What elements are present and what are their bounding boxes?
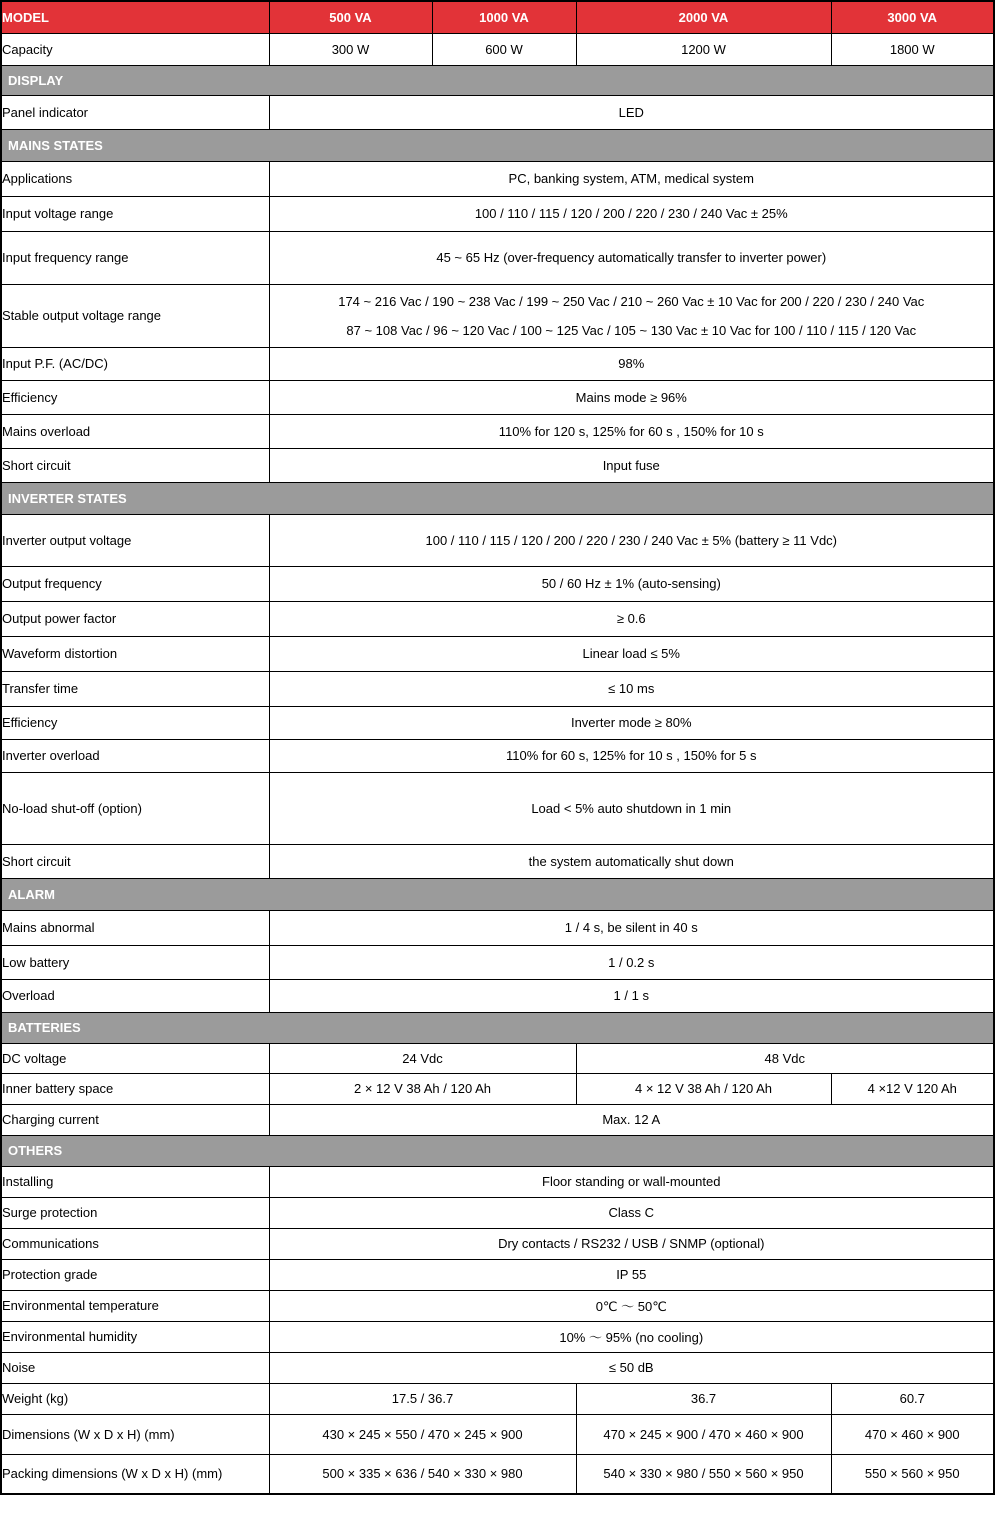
spec-value: ≤ 10 ms [269, 671, 995, 706]
spec-value: 100 / 110 / 115 / 120 / 200 / 220 / 230 / 240 Vac ± 5% (battery ≥ 11 Vdc) [269, 514, 995, 566]
spec-value: 0℃ ～ 50℃ [269, 1290, 995, 1321]
row-label: Short circuit [1, 448, 269, 482]
table-row [1, 739, 995, 772]
spec-value: Load < 5% auto shutdown in 1 min [269, 772, 995, 844]
table-row [1, 1228, 995, 1259]
spec-value: 110% for 60 s, 125% for 10 s , 150% for 5 s [269, 739, 995, 772]
row-label: Short circuit [1, 844, 269, 878]
row-label: Inner battery space [1, 1073, 269, 1104]
table-row [1, 514, 995, 566]
section-header: MAINS STATES [1, 129, 995, 161]
spec-value: 1 / 4 s, be silent in 40 s [269, 910, 995, 945]
row-label: Input voltage range [1, 196, 269, 231]
table-row [1, 1383, 995, 1414]
spec-value: Dry contacts / RS232 / USB / SNMP (optional) [269, 1228, 995, 1259]
model-column-title: MODEL [1, 1, 269, 33]
row-label: Efficiency [1, 706, 269, 739]
spec-value: 550 × 560 × 950 [831, 1454, 995, 1494]
table-row [1, 231, 995, 284]
table-row [1, 671, 995, 706]
table-row [1, 284, 995, 347]
spec-value: 50 / 60 Hz ± 1% (auto-sensing) [269, 566, 995, 601]
spec-value: 540 × 330 × 980 / 550 × 560 × 950 [576, 1454, 831, 1494]
table-row [1, 161, 995, 196]
spec-value: IP 55 [269, 1259, 995, 1290]
row-label: Applications [1, 161, 269, 196]
row-label: Capacity [1, 33, 269, 65]
row-label: Charging current [1, 1104, 269, 1135]
table-row [1, 196, 995, 231]
row-label: Transfer time [1, 671, 269, 706]
table-row [1, 1197, 995, 1228]
spec-value: 1800 W [831, 33, 995, 65]
row-label: Input P.F. (AC/DC) [1, 347, 269, 380]
table-row [1, 844, 995, 878]
row-label: Installing [1, 1166, 269, 1197]
row-label: No-load shut-off (option) [1, 772, 269, 844]
row-label: Mains overload [1, 414, 269, 448]
row-label: Packing dimensions (W x D x H) (mm) [1, 1454, 269, 1494]
spec-value: PC, banking system, ATM, medical system [269, 161, 995, 196]
table-row [1, 380, 995, 414]
table-row [1, 910, 995, 945]
row-label: Weight (kg) [1, 1383, 269, 1414]
model-column-header: 3000 VA [831, 1, 995, 33]
table-row [1, 1454, 995, 1494]
row-label: Protection grade [1, 1259, 269, 1290]
spec-value: 45 ~ 65 Hz (over-frequency automatically transfer to inverter power) [269, 231, 995, 284]
spec-value: Linear load ≤ 5% [269, 636, 995, 671]
spec-value: 36.7 [576, 1383, 831, 1414]
table-row [1, 601, 995, 636]
spec-value: the system automatically shut down [269, 844, 995, 878]
spec-value: 470 × 245 × 900 / 470 × 460 × 900 [576, 1414, 831, 1454]
row-label: Environmental temperature [1, 1290, 269, 1321]
section-header: INVERTER STATES [1, 482, 995, 514]
table-row [1, 1352, 995, 1383]
table-row [1, 95, 995, 129]
table-row [1, 945, 995, 979]
row-label: Overload [1, 979, 269, 1012]
spec-value: Inverter mode ≥ 80% [269, 706, 995, 739]
table-row [1, 1104, 995, 1135]
table-row [1, 1166, 995, 1197]
spec-value: 10% ～ 95% (no cooling) [269, 1321, 995, 1352]
spec-value: 300 W [269, 33, 432, 65]
row-label: Communications [1, 1228, 269, 1259]
row-label: Low battery [1, 945, 269, 979]
table-row [1, 1290, 995, 1321]
section-header: DISPLAY [1, 65, 995, 95]
spec-value: ≤ 50 dB [269, 1352, 995, 1383]
row-label: Output frequency [1, 566, 269, 601]
model-column-header: 500 VA [269, 1, 432, 33]
spec-value: 470 × 460 × 900 [831, 1414, 995, 1454]
spec-value: 98% [269, 347, 995, 380]
table-row [1, 1073, 995, 1104]
row-label: Mains abnormal [1, 910, 269, 945]
spec-value: Floor standing or wall-mounted [269, 1166, 995, 1197]
table-row [1, 347, 995, 380]
table-row [1, 979, 995, 1012]
table-row [1, 1259, 995, 1290]
spec-value: 1200 W [576, 33, 831, 65]
row-label: Noise [1, 1352, 269, 1383]
model-column-header: 1000 VA [432, 1, 576, 33]
table-row [1, 33, 995, 65]
spec-value: 600 W [432, 33, 576, 65]
row-label: Dimensions (W x D x H) (mm) [1, 1414, 269, 1454]
spec-value-line: 174 ~ 216 Vac / 190 ~ 238 Vac / 199 ~ 250 Vac / 210 ~ 260 Vac ± 10 Vac for 200 / 220 / 230 / 240 Vac [338, 293, 925, 309]
spec-value: 110% for 120 s, 125% for 60 s , 150% for 10 s [269, 414, 995, 448]
model-header-row [1, 1, 995, 33]
row-label: Inverter output voltage [1, 514, 269, 566]
row-label: Surge protection [1, 1197, 269, 1228]
row-label: Stable output voltage range [1, 284, 269, 347]
section-header-row [1, 65, 995, 95]
table-row [1, 1414, 995, 1454]
table-row [1, 1321, 995, 1352]
spec-value: 4 ×12 V 120 Ah [831, 1073, 995, 1104]
section-header-row [1, 1135, 995, 1166]
spec-value: ≥ 0.6 [269, 601, 995, 636]
section-header-row [1, 878, 995, 910]
row-label: Panel indicator [1, 95, 269, 129]
section-header-row [1, 129, 995, 161]
spec-value: Mains mode ≥ 96% [269, 380, 995, 414]
spec-value: 1 / 1 s [269, 979, 995, 1012]
spec-value: 60.7 [831, 1383, 995, 1414]
table-row [1, 772, 995, 844]
spec-value: 2 × 12 V 38 Ah / 120 Ah [269, 1073, 576, 1104]
spec-value: 4 × 12 V 38 Ah / 120 Ah [576, 1073, 831, 1104]
section-header: BATTERIES [1, 1012, 995, 1043]
spec-value: 430 × 245 × 550 / 470 × 245 × 900 [269, 1414, 576, 1454]
spec-value: Input fuse [269, 448, 995, 482]
table-row [1, 636, 995, 671]
table-row [1, 414, 995, 448]
row-label: Efficiency [1, 380, 269, 414]
spec-value: 24 Vdc [269, 1043, 576, 1073]
spec-value: LED [269, 95, 995, 129]
section-header-row [1, 1012, 995, 1043]
spec-value: 48 Vdc [576, 1043, 995, 1073]
row-label: DC voltage [1, 1043, 269, 1073]
table-row [1, 706, 995, 739]
spec-value: 17.5 / 36.7 [269, 1383, 576, 1414]
row-label: Inverter overload [1, 739, 269, 772]
section-header: ALARM [1, 878, 995, 910]
row-label: Waveform distortion [1, 636, 269, 671]
section-header-row [1, 482, 995, 514]
spec-value [269, 284, 995, 347]
table-row [1, 448, 995, 482]
spec-value: Max. 12 A [269, 1104, 995, 1135]
model-column-header: 2000 VA [576, 1, 831, 33]
spec-value: 500 × 335 × 636 / 540 × 330 × 980 [269, 1454, 576, 1494]
table-row [1, 566, 995, 601]
row-label: Output power factor [1, 601, 269, 636]
row-label: Environmental humidity [1, 1321, 269, 1352]
table-row [1, 1043, 995, 1073]
row-label: Input frequency range [1, 231, 269, 284]
spec-value: Class C [269, 1197, 995, 1228]
spec-value-line: 87 ~ 108 Vac / 96 ~ 120 Vac / 100 ~ 125 Vac / 105 ~ 130 Vac ± 10 Vac for 100 / 110 / 115 / 120 Vac [346, 322, 917, 338]
spec-value: 1 / 0.2 s [269, 945, 995, 979]
section-header: OTHERS [1, 1135, 995, 1166]
spec-value: 100 / 110 / 115 / 120 / 200 / 220 / 230 / 240 Vac ± 25% [269, 196, 995, 231]
